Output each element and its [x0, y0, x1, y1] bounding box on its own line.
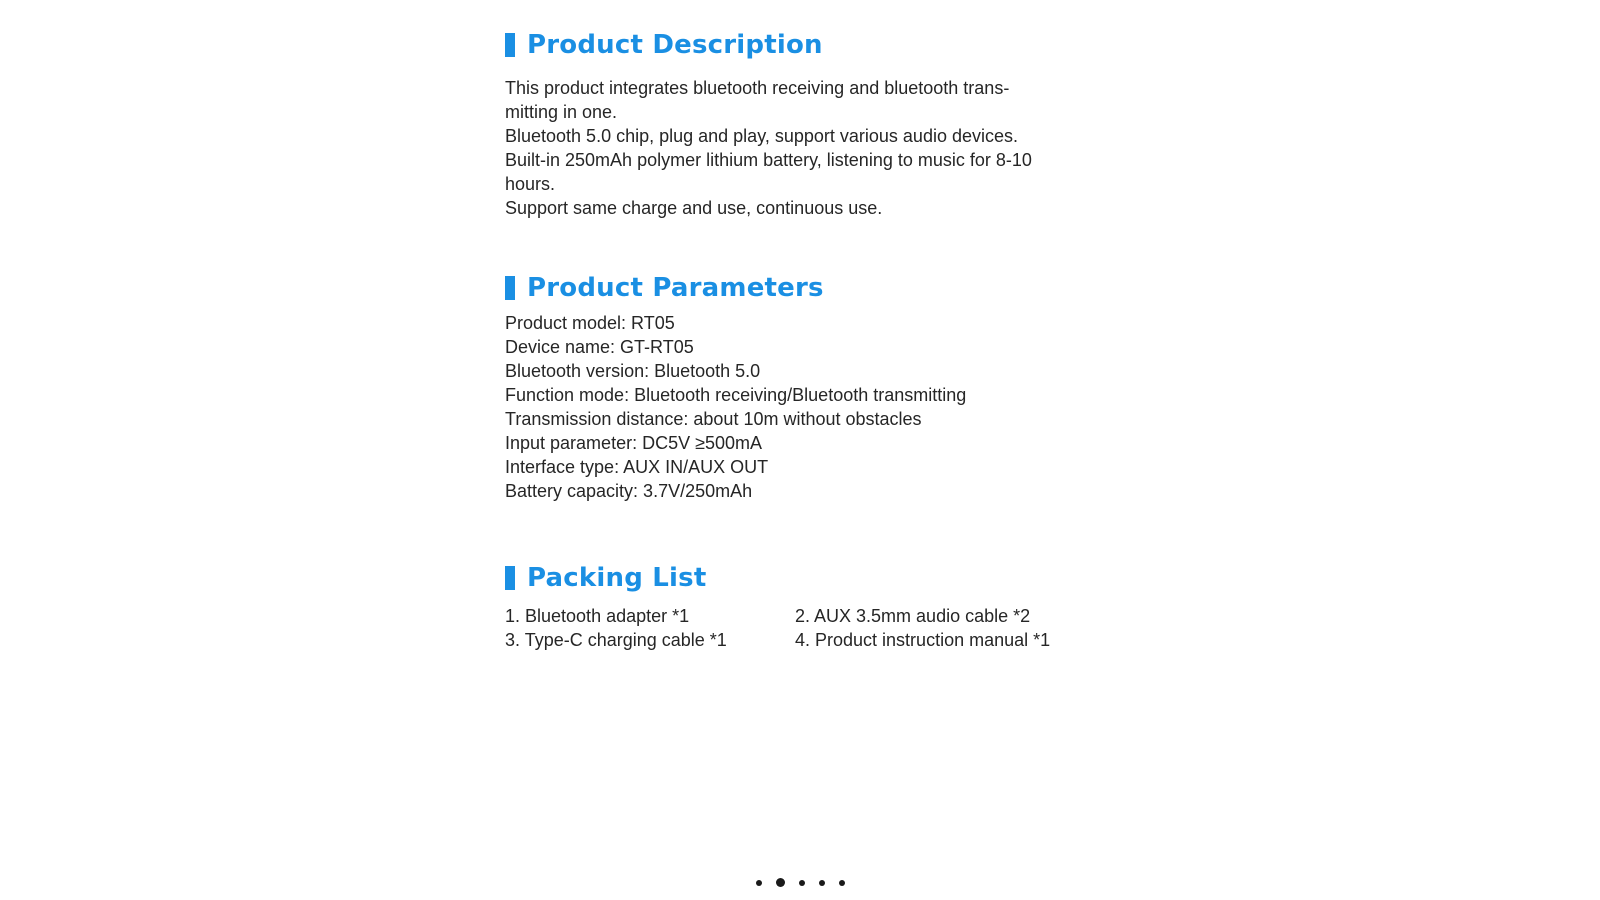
parameter-line: Function mode: Bluetooth receiving/Bluetooth transmitting [505, 385, 967, 405]
pagination-dot[interactable] [819, 880, 825, 886]
description-line: Built-in 250mAh polymer lithium battery, listening to music for 8-10 [505, 150, 1032, 170]
parameter-line: Bluetooth version: Bluetooth 5.0 [505, 361, 761, 381]
description-line: mitting in one. [505, 102, 618, 122]
parameter-line: Battery capacity: 3.7V/250mAh [505, 481, 753, 501]
description-line: Support same charge and use, continuous use. [505, 198, 883, 218]
packing-item: 3. Type-C charging cable *1 [505, 630, 727, 650]
packing-list [505, 604, 1125, 652]
pagination-dot[interactable] [799, 880, 805, 886]
section-header [505, 561, 1125, 595]
parameters-list [505, 311, 1125, 503]
section-title: Product Description [527, 30, 823, 60]
section-header [505, 28, 1125, 62]
parameter-line: Device name: GT-RT05 [505, 337, 694, 357]
description-line: This product integrates bluetooth receiving and bluetooth trans- [505, 78, 1010, 98]
carousel-pagination [0, 878, 1600, 887]
parameter-line: Input parameter: DC5V ≥500mA [505, 433, 763, 453]
parameter-line: Interface type: AUX IN/AUX OUT [505, 457, 769, 477]
pagination-dot[interactable] [776, 878, 785, 887]
section-title: Product Parameters [527, 273, 824, 303]
description-line: Bluetooth 5.0 chip, plug and play, support various audio devices. [505, 126, 1018, 146]
parameter-line: Transmission distance: about 10m without obstacles [505, 409, 922, 429]
product-parameters-section [505, 271, 1125, 503]
section-bar-icon [505, 276, 515, 300]
parameter-line: Product model: RT05 [505, 313, 675, 333]
product-description-section [505, 28, 1125, 220]
section-bar-icon [505, 566, 515, 590]
description-line: hours. [505, 174, 556, 194]
section-title: Packing List [527, 563, 707, 593]
packing-item: 1. Bluetooth adapter *1 [505, 606, 690, 626]
description-text [505, 76, 1125, 220]
section-header [505, 271, 1125, 305]
packing-list-section [505, 561, 1125, 652]
section-bar-icon [505, 33, 515, 57]
pagination-dot[interactable] [839, 880, 845, 886]
packing-item: 4. Product instruction manual *1 [795, 630, 1051, 650]
pagination-dot[interactable] [756, 880, 762, 886]
packing-item: 2. AUX 3.5mm audio cable *2 [795, 606, 1031, 626]
